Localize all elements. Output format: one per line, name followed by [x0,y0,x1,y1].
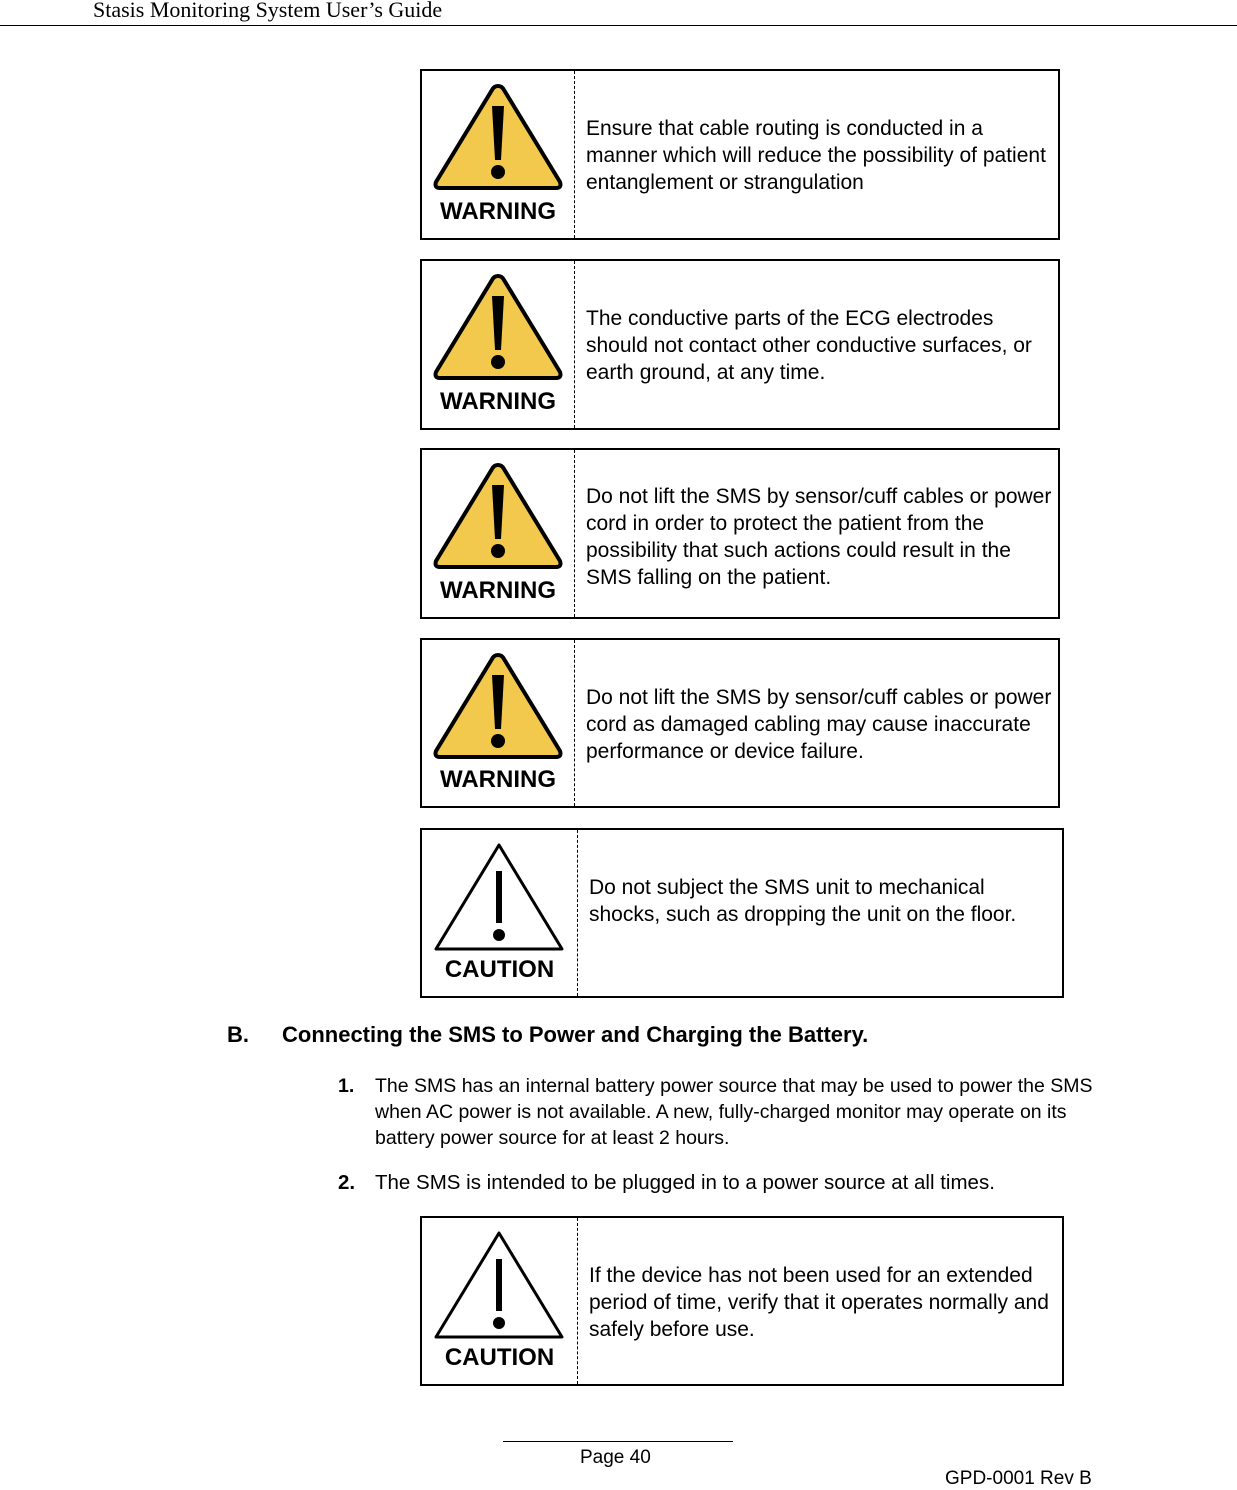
warning-icon-cell [422,261,575,428]
warning-icon-cell [422,71,575,238]
page-header [0,0,1237,26]
list-item [338,1170,1108,1198]
caution-triangle-icon [432,1229,566,1341]
caution-label: CAUTION [444,956,555,983]
caution-notice [420,1216,1064,1386]
warning-triangle-icon [432,82,564,194]
list-item [338,1073,1108,1153]
list-item-number: 1. [338,1075,355,1097]
warning-text: The conductive parts of the ECG electrodes should not contact other conductive surfaces, or earth ground, at any time. [586,307,1032,384]
list-item-text: The SMS has an internal battery power source that may be used to power the SMS when AC power is not available. A new, fully-charged monitor may operate on its battery power source for at least 2 hours. [375,1075,1093,1149]
warning-label: WARNING [440,577,556,604]
page-number: Page 40 [580,1447,651,1468]
warning-icon-cell [422,450,575,617]
caution-notice [420,828,1064,998]
warning-notice [420,259,1060,430]
warning-text: Ensure that cable routing is conducted in a manner which will reduce the possibility of patient entanglement or strangulation [586,117,1046,194]
caution-triangle-icon [432,841,566,953]
caution-icon-cell [422,830,578,996]
warning-triangle-icon [432,461,564,573]
warning-notice [420,638,1060,808]
caution-icon-cell [422,1218,578,1384]
list-item-text: The SMS is intended to be plugged in to a power source at all times. [375,1171,995,1194]
warning-icon-cell [422,640,575,806]
warning-notice [420,69,1060,240]
warning-notice [420,448,1060,619]
section-number: B. [227,1022,249,1047]
warning-label: WARNING [440,766,556,793]
document-title: Stasis Monitoring System User’s Guide [93,0,443,22]
caution-text: Do not subject the SMS unit to mechanical shocks, such as dropping the unit on the floor. [589,876,1017,926]
section-title: Connecting the SMS to Power and Charging the Battery. [282,1022,869,1047]
warning-text: Do not lift the SMS by sensor/cuff cables or power cord as damaged cabling may cause inaccurate performance or device failure. [586,686,1052,763]
footer-divider [503,1441,733,1442]
caution-text: If the device has not been used for an extended period of time, verify that it operates normally and safely before use. [589,1264,1049,1341]
warning-triangle-icon [432,651,564,763]
list-item-number: 2. [338,1171,356,1194]
caution-label: CAUTION [444,1344,555,1371]
document-number: GPD-0001 Rev B [945,1468,1092,1489]
warning-text: Do not lift the SMS by sensor/cuff cables or power cord in order to protect the patient from the possibility that such actions could result in the SMS falling on the patient. [586,485,1052,589]
warning-label: WARNING [440,198,556,225]
warning-triangle-icon [432,272,564,384]
warning-label: WARNING [440,388,556,415]
